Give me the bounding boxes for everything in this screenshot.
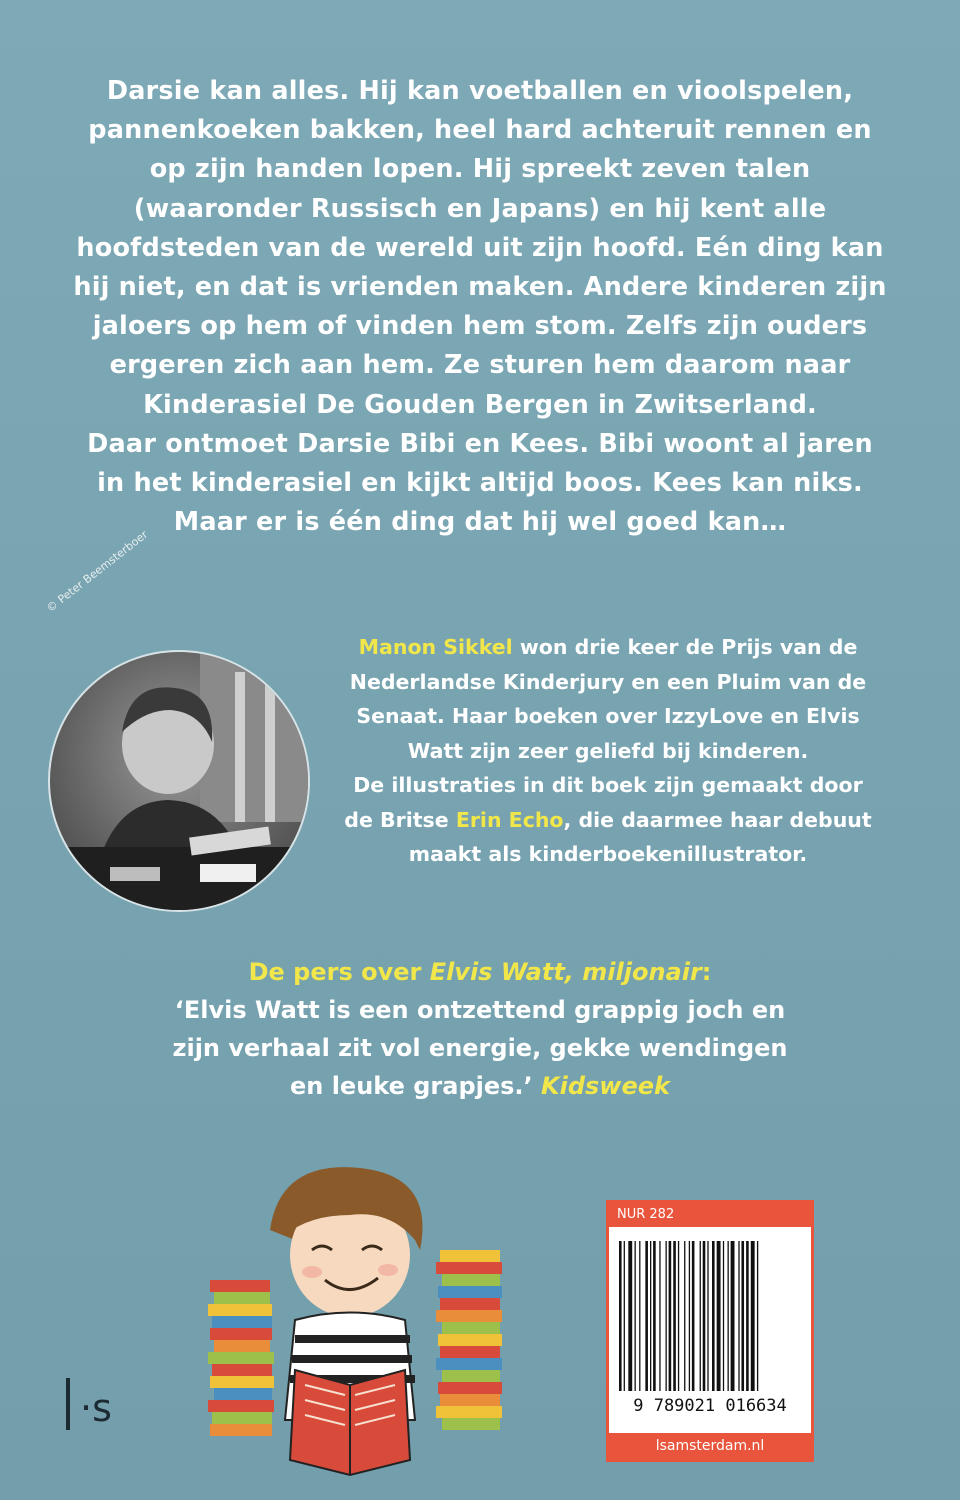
publisher-logo-bar bbox=[66, 1378, 70, 1430]
blurb-line: Maar er is één ding dat hij wel goed kan… bbox=[173, 507, 787, 538]
isbn-number: 9 789021 016634 bbox=[633, 1396, 787, 1416]
boy-figure bbox=[270, 1167, 423, 1475]
blurb-line: jaloers op hem of vinden hem stom. Zelfs zijn ouders bbox=[92, 311, 868, 342]
bio-line bbox=[318, 630, 898, 665]
press-heading-book-title: Elvis Watt, miljonair bbox=[429, 958, 702, 986]
blurb-line: Kinderasiel De Gouden Bergen in Zwitserland. bbox=[143, 389, 817, 420]
quote-line bbox=[140, 1067, 820, 1105]
illustrator-name: Erin Echo bbox=[455, 807, 564, 832]
press-heading bbox=[140, 953, 820, 991]
bio-text: de Britse bbox=[344, 807, 456, 832]
bio-text: won drie keer de Prijs van de bbox=[512, 635, 858, 659]
publisher-logo-text: ·s bbox=[80, 1386, 112, 1430]
bio-line bbox=[318, 803, 898, 838]
author-bio bbox=[318, 630, 898, 872]
press-heading-text: : bbox=[701, 958, 712, 986]
quote-text: en leuke grapjes.’ bbox=[289, 1072, 542, 1100]
boy-reading-illustration bbox=[200, 1160, 540, 1500]
publisher-logo bbox=[66, 1378, 112, 1430]
barcode-image bbox=[615, 1241, 805, 1391]
quote-source: Kidsweek bbox=[541, 1072, 670, 1100]
quote-line: ‘Elvis Watt is een ontzettend grappig joch en bbox=[174, 996, 786, 1024]
photo-credit: © Peter Beemsterboer bbox=[43, 527, 151, 615]
author-name: Manon Sikkel bbox=[358, 635, 513, 659]
author-photo bbox=[48, 650, 310, 912]
bio-line: Senaat. Haar boeken over IzzyLove en Elvis bbox=[356, 704, 860, 728]
publisher-website: lsamsterdam.nl bbox=[609, 1433, 811, 1459]
bio-text: , die daarmee haar debuut bbox=[563, 807, 872, 832]
blurb-line: hoofdsteden van de wereld uit zijn hoofd. Eén ding kan bbox=[76, 232, 884, 263]
press-quote bbox=[140, 953, 820, 1105]
quote-line: zijn verhaal zit vol energie, gekke wendingen bbox=[172, 1034, 788, 1062]
blurb-line: Darsie kan alles. Hij kan voetballen en vioolspelen, bbox=[106, 76, 854, 106]
nur-code: NUR 282 bbox=[609, 1203, 811, 1227]
blurb-line: op zijn handen lopen. Hij spreekt zeven talen bbox=[149, 154, 811, 185]
author-portrait-image bbox=[50, 652, 308, 910]
blurb-line: in het kinderasiel en kijkt altijd boos. Kees kan niks. bbox=[97, 468, 863, 499]
blurb-line: pannenkoeken bakken, heel hard achteruit rennen en bbox=[88, 115, 872, 146]
barcode-label bbox=[606, 1200, 814, 1462]
bio-line: De illustraties in dit boek zijn gemaakt door bbox=[353, 773, 863, 797]
bio-line: Watt zijn zeer geliefd bij kinderen. bbox=[407, 738, 809, 763]
blurb-line: (waaronder Russisch en Japans) en hij kent alle bbox=[133, 193, 827, 224]
blurb-line: ergeren zich aan hem. Ze sturen hem daarom naar bbox=[109, 350, 851, 381]
press-heading-text: De pers over bbox=[248, 958, 430, 986]
blurb-line: hij niet, en dat is vrienden maken. Andere kinderen zijn bbox=[73, 272, 887, 303]
bio-line: Nederlandse Kinderjury en een Pluim van de bbox=[349, 669, 867, 694]
blurb-line: Daar ontmoet Darsie Bibi en Kees. Bibi woont al jaren bbox=[87, 428, 873, 459]
book-stack-left bbox=[208, 1280, 274, 1436]
bio-line: maakt als kinderboekenillustrator. bbox=[408, 842, 808, 866]
blurb-text bbox=[60, 72, 900, 542]
book-stack-right bbox=[436, 1250, 502, 1430]
